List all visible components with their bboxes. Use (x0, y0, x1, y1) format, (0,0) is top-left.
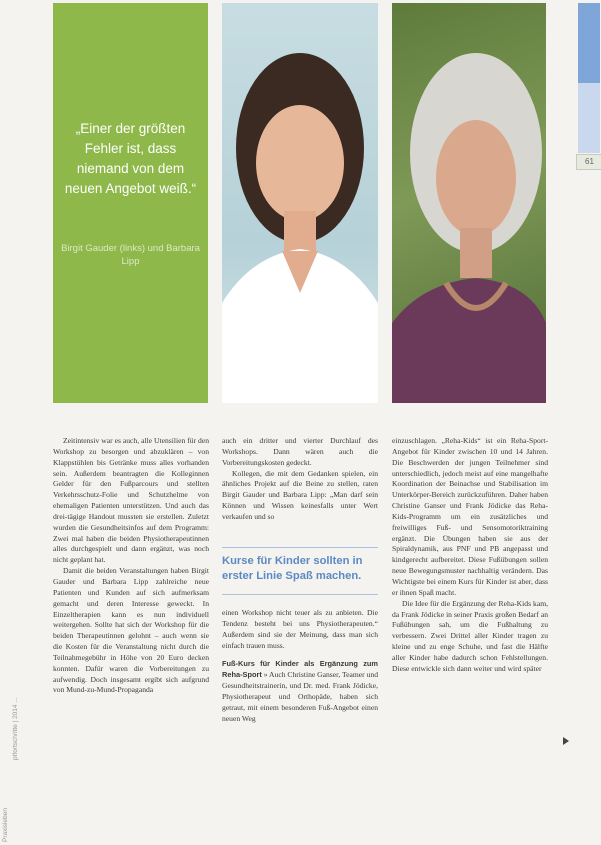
paragraph-text: » Auch Christine Ganser, Teamer und Gesundheitstrainerin, und Dr. med. Frank Jödicke, Physiotherapeut und Orthopäde, haben sich getraut, mit einem besonderen Fuß-Angebot einen neuen Weg (222, 670, 378, 723)
paragraph: Kollegen, die mit dem Gedanken spielen, ein ähnliches Projekt auf die Beine zu stellen, raten Birgit Gauder und Barbara Lipp: „Man darf sein Können und Wissen keinesfalls unter Wert verkaufen und so (222, 468, 378, 521)
subheading: Fuß-Kurs für Kinder als Ergänzung zum Reha-Sport (222, 659, 378, 680)
paragraph: auch ein dritter und vierter Durchlauf des Workshops. Dann wären auch die Vorbereitungskosten gedeckt. (222, 436, 378, 467)
quote-author: Birgit Gauder (links) und Barbara Lipp (61, 243, 200, 267)
text-column-1 (53, 436, 209, 696)
section-tab (578, 3, 600, 83)
section-tab-light (578, 83, 600, 153)
paragraph: Zeitintensiv war es auch, alle Utensilien für den Workshop zu besorgen und abzuklären – von Klappstühlen bis Getränke muss alles vorhanden sein. Außerdem beantragten die Kolleginnen Gelder für den Fußparcours und stellten Verkehrsschutz-Folie und Schutzhelme von ehemaligen Patienten unterstützen. Und auch das drei-tägige Handout mussten sie erstellen. Zuletzt wurden die Gesundheitsinfos auf dem Programm: Zwei mal haben die beiden Physiotherapeutinnen alles durchgespielt und dann ergänzt, was noch nicht geplant hat. (53, 436, 209, 565)
paragraph: einen Workshop nicht teuer als zu anbieten. Die Tendenz besteht bei uns Physiotherapeuten.“ Außerdem sind sie der Meinung, dass man sich einfach trauen muss. (222, 608, 378, 650)
text-column-3 (392, 436, 548, 675)
page-number: 61 (576, 154, 601, 170)
portrait-illustration (222, 3, 378, 403)
paragraph: Damit die beiden Veranstaltungen haben Birgit Gauder und Barbara Lipp zahlreiche neue Patienten und Kunden auf sich aufmerksam gemacht und deren Interesse geweckt. In Einzeltherapien kann es nun individuell weitergehen. Sollte hat sich der Workshop für die beiden Therapeutinnen gelohnt – auch wenn sie die Kosten für die Veranstaltung nicht durch die Teilnahmegebühr in Höhe von 20 Euro decken konnten. Dafür waren die Vorbereitungen zu aufwendig. Doch insgesamt ergibt sich aufgrund von Mund-zu-Mund-Propaganda (53, 566, 209, 695)
portrait-photo-right (392, 3, 546, 403)
paragraph: Die Idee für die Ergänzung der Reha-Kids kam, da Frank Jödicke in seiner Praxis großen Bedarf an Fußübungen sah, um die Fußhaltung zu verbessern. Zwei Drittel aller Kinder tragen zu kleine und zu enge Schuhe, und fast die Hälfte aller Kinder habe dadurch schon Fehlstellungen. Diese entwickle sich dann weiter und wird später (392, 598, 548, 673)
portrait-photo-left (222, 3, 378, 403)
paragraph: einzuschlagen. „Reha-Kids“ ist ein Reha-Sport-Angebot für Kinder zwischen 10 und 14 Jahren. Die Beschwerden der jungen Teilnehmer sind unterschiedlich, jedoch meist auf eine mangelhafte Koordination der Beinachse und Stabilisation im Unterkörper-Bereich zurückzuführen. Daher haben Christine Ganser und Frank Jödicke das Reha-Kids-Programm um ein zusätzliches und freiwilliges Fuß- und Sensomotoriktraining ergänzt. Die Übungen haben sie aus der Spiraldynamik, aus PNF und PB angepasst und kindgerecht aufbereitet. Diese Fußübungen sollen neue Bewegungsmuster nachhaltig verändern. Das Wichtigste bei einem Kurs für Kinder ist aber, dass er ihnen Spaß macht. (392, 436, 548, 597)
text-column-2-bottom (222, 608, 378, 724)
continue-arrow-icon (563, 737, 569, 745)
highlight-quote-text: Kurse für Kinder sollten in erster Linie Spaß machen. (222, 555, 363, 582)
margin-label: ptfortschritte | 2014 ... (12, 697, 19, 760)
highlight-quote (222, 547, 378, 595)
quote-panel (53, 3, 208, 403)
text-column-2 (222, 436, 378, 523)
paragraph-with-subhead (222, 659, 378, 724)
pull-quote-text: „Einer der größten Fehler ist, dass niemand von dem neuen Angebot weiß.“ (64, 121, 197, 196)
margin-section-label: Praxisleben (2, 808, 9, 842)
portrait-illustration-2 (392, 3, 546, 403)
